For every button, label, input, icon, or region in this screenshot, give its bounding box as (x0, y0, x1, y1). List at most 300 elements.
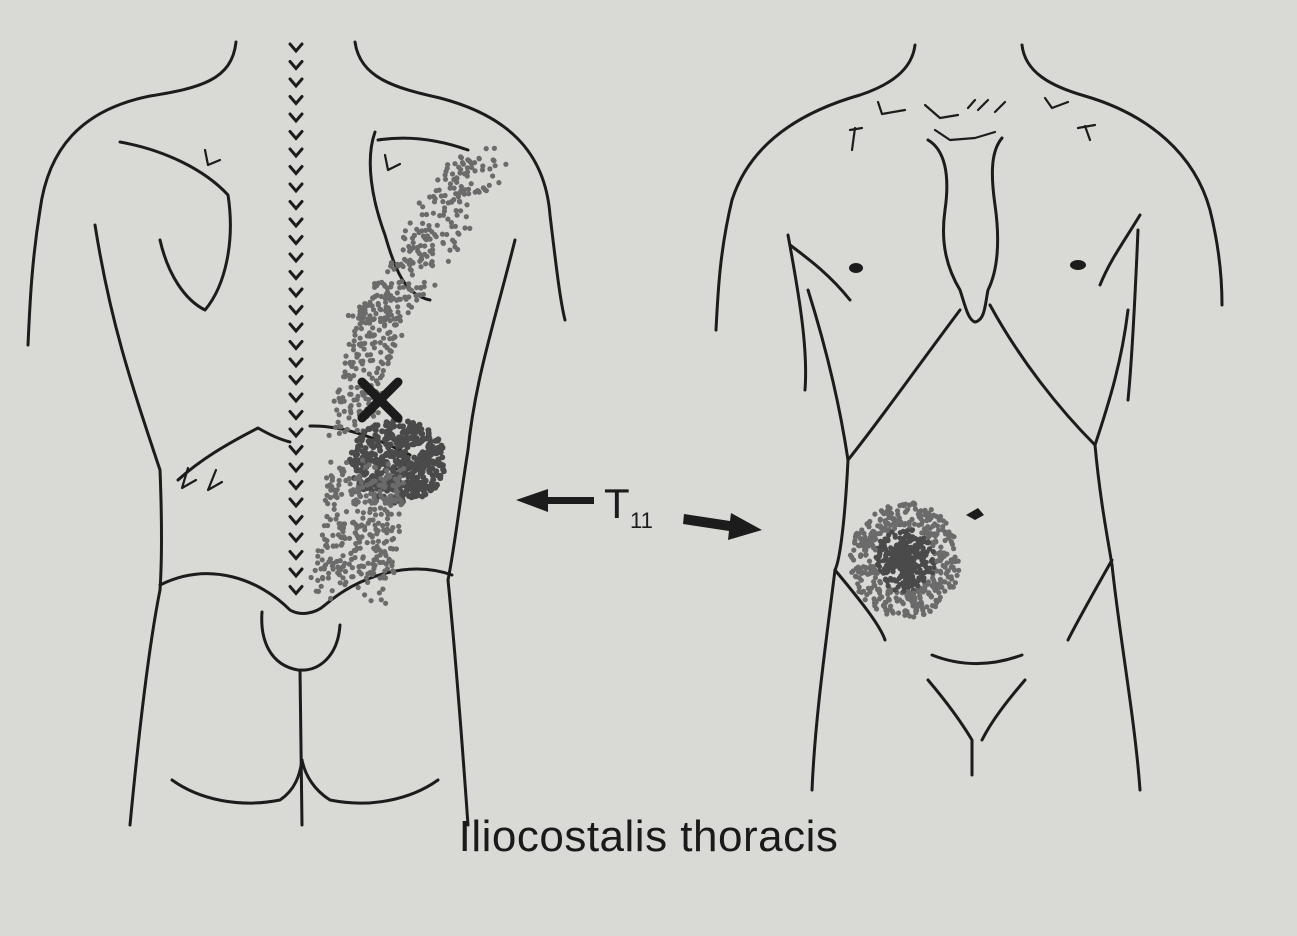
segment-subscript: 11 (630, 508, 653, 533)
stipple-dot (941, 579, 946, 584)
stipple-dot (872, 529, 877, 534)
stipple-dot (496, 180, 501, 185)
stipple-dot (910, 537, 915, 542)
stipple-dot (487, 166, 492, 171)
stipple-dot (886, 583, 891, 588)
stipple-dot (912, 522, 917, 527)
stipple-dot (392, 322, 397, 327)
stipple-dot (346, 415, 351, 420)
stipple-dot (464, 202, 469, 207)
stipple-dot (389, 563, 394, 568)
stipple-dot (414, 297, 419, 302)
stipple-dot (897, 556, 902, 561)
stipple-dot (881, 558, 886, 563)
stipple-dot (390, 568, 395, 573)
stipple-dot (329, 484, 334, 489)
stipple-dot (395, 489, 400, 494)
stipple-dot (916, 545, 921, 550)
stipple-dot (420, 221, 425, 226)
stipple-dot (378, 340, 383, 345)
stipple-dot (893, 587, 898, 592)
stipple-dot (921, 546, 926, 551)
referred-pain-area-back (309, 146, 509, 606)
stipple-dot (431, 211, 436, 216)
stipple-dot (365, 540, 370, 545)
figure-caption: Iliocostalis thoracis (458, 812, 839, 861)
stipple-dot (380, 523, 385, 528)
stipple-dot (951, 565, 956, 570)
left-arrow-icon (516, 489, 594, 512)
stipple-dot (446, 259, 451, 264)
stipple-dot (919, 530, 924, 535)
stipple-dot (883, 520, 888, 525)
stipple-dot (921, 612, 926, 617)
stipple-dot (347, 536, 352, 541)
stipple-dot (453, 224, 458, 229)
stipple-dot (327, 433, 332, 438)
spinous-processes (290, 44, 302, 594)
stipple-dot (384, 315, 389, 320)
stipple-dot (365, 580, 370, 585)
stipple-dot (456, 165, 461, 170)
stipple-dot (354, 526, 359, 531)
stipple-dot (475, 188, 480, 193)
stipple-dot (384, 468, 389, 473)
stipple-dot (383, 501, 388, 506)
stipple-dot (376, 410, 381, 415)
stipple-dot (955, 573, 960, 578)
stipple-dot (393, 458, 399, 464)
spinous-process-mark (290, 412, 302, 419)
spinous-process-mark (290, 552, 302, 559)
stipple-dot (338, 399, 343, 404)
stipple-dot (921, 560, 926, 565)
stipple-dot (938, 569, 943, 574)
stipple-dot (369, 598, 374, 603)
stipple-dot (359, 480, 364, 485)
stipple-dot (902, 535, 907, 540)
segment-label-group (516, 480, 762, 540)
stipple-dot (934, 559, 939, 564)
stipple-dot (324, 475, 329, 480)
stipple-dot (421, 461, 427, 467)
spinous-process-mark (290, 149, 302, 156)
stipple-dot (374, 498, 379, 503)
stipple-dot (415, 492, 421, 498)
stipple-dot (480, 167, 485, 172)
stipple-dot (378, 316, 383, 321)
stipple-dot (347, 342, 352, 347)
spinous-process-mark (290, 499, 302, 506)
stipple-dot (378, 476, 383, 481)
stipple-dot (891, 551, 896, 556)
stipple-dot (379, 294, 384, 299)
stipple-dot (352, 419, 357, 424)
stipple-dot (383, 575, 388, 580)
stipple-dot (855, 581, 860, 586)
stipple-dot (330, 478, 335, 483)
stipple-dot (408, 426, 414, 432)
stipple-dot (343, 361, 348, 366)
stipple-dot (911, 577, 916, 582)
stipple-dot (883, 600, 888, 605)
spinous-process-mark (290, 569, 302, 576)
stipple-dot (901, 601, 906, 606)
stipple-dot (354, 546, 359, 551)
stipple-dot (386, 356, 391, 361)
stipple-dot (331, 544, 336, 549)
stipple-dot (410, 260, 415, 265)
stipple-dot (422, 280, 427, 285)
spinous-process-mark (290, 429, 302, 436)
stipple-dot (357, 473, 362, 478)
stipple-dot (917, 509, 922, 514)
stipple-dot (440, 232, 445, 237)
stipple-dot (917, 514, 922, 519)
stipple-dot (878, 517, 883, 522)
spinous-process-mark (290, 202, 302, 209)
stipple-dot (920, 539, 925, 544)
stipple-dot (328, 460, 333, 465)
stipple-dot (903, 521, 908, 526)
stipple-dot (350, 520, 355, 525)
stipple-dot (406, 244, 411, 249)
stipple-dot (864, 541, 869, 546)
stipple-dot (349, 460, 355, 466)
stipple-dot (430, 263, 435, 268)
stipple-dot (384, 419, 390, 425)
stipple-dot (363, 396, 368, 401)
spinous-process-mark (290, 62, 302, 69)
stipple-dot (878, 531, 883, 536)
stipple-dot (395, 290, 400, 295)
spinous-process-mark (290, 534, 302, 541)
stipple-dot (339, 492, 344, 497)
stipple-dot (336, 420, 341, 425)
stipple-dot (452, 244, 457, 249)
stipple-dot (351, 487, 356, 492)
stipple-dot (366, 561, 371, 566)
stipple-dot (858, 554, 863, 559)
stipple-dot (410, 236, 415, 241)
stipple-dot (382, 322, 387, 327)
stipple-dot (335, 512, 340, 517)
stipple-dot (332, 502, 337, 507)
stipple-dot (390, 525, 395, 530)
stipple-dot (385, 522, 390, 527)
stipple-dot (902, 613, 907, 618)
stipple-dot (439, 454, 445, 460)
stipple-dot (378, 493, 383, 498)
stipple-dot (324, 514, 329, 519)
stipple-dot (360, 390, 365, 395)
stipple-dot (337, 412, 342, 417)
stipple-dot (372, 316, 377, 321)
stipple-dot (401, 285, 406, 290)
stipple-dot (893, 535, 898, 540)
stipple-dot (385, 435, 391, 441)
stipple-dot (406, 310, 411, 315)
stipple-dot (377, 328, 382, 333)
stipple-dot (353, 449, 359, 455)
stipple-dot (370, 325, 375, 330)
stipple-dot (376, 528, 381, 533)
stipple-dot (490, 173, 495, 178)
stipple-dot (930, 584, 935, 589)
stipple-dot (353, 541, 358, 546)
stipple-dot (857, 543, 862, 548)
stipple-dot (341, 523, 346, 528)
stipple-dot (360, 458, 365, 463)
stipple-dot (868, 535, 873, 540)
stipple-dot (892, 526, 897, 531)
stipple-dot (430, 251, 435, 256)
stipple-dot (356, 564, 361, 569)
stipple-dot (320, 557, 325, 562)
stipple-dot (407, 249, 412, 254)
stipple-dot (949, 574, 954, 579)
stipple-dot (359, 310, 364, 315)
stipple-dot (459, 155, 464, 160)
spinous-process-mark (290, 289, 302, 296)
stipple-dot (875, 562, 880, 567)
stipple-dot (340, 553, 345, 558)
stipple-dot (357, 493, 362, 498)
stipple-dot (859, 527, 864, 532)
stipple-dot (492, 146, 497, 151)
stipple-dot (352, 338, 357, 343)
stipple-dot (903, 502, 908, 507)
stipple-dot (947, 585, 952, 590)
stipple-dot (411, 468, 417, 474)
stipple-dot (913, 610, 918, 615)
spinous-process-mark (290, 587, 302, 594)
stipple-dot (875, 571, 880, 576)
stipple-dot (341, 469, 346, 474)
spinous-process-mark (290, 517, 302, 524)
stipple-dot (363, 470, 369, 476)
stipple-dot (372, 507, 377, 512)
stipple-dot (454, 208, 459, 213)
stipple-dot (418, 264, 423, 269)
stipple-dot (349, 364, 354, 369)
spinous-process-mark (290, 324, 302, 331)
stipple-dot (362, 592, 367, 597)
stipple-dot (386, 462, 391, 467)
stipple-dot (390, 467, 396, 473)
stipple-dot (493, 163, 498, 168)
stipple-dot (397, 496, 402, 501)
stipple-dot (936, 590, 941, 595)
stipple-dot (901, 589, 906, 594)
stipple-dot (381, 336, 386, 341)
stipple-dot (911, 555, 916, 560)
stipple-dot (363, 500, 368, 505)
stipple-dot (925, 524, 930, 529)
stipple-dot (885, 536, 890, 541)
stipple-dot (871, 545, 876, 550)
stipple-dot (409, 485, 415, 491)
stipple-dot (435, 436, 441, 442)
stipple-dot (385, 566, 390, 571)
stipple-dot (348, 376, 353, 381)
stipple-dot (909, 517, 914, 522)
stipple-dot (887, 512, 892, 517)
stipple-dot (384, 345, 389, 350)
stipple-dot (410, 494, 416, 500)
stipple-dot (872, 511, 877, 516)
stipple-dot (858, 536, 863, 541)
stipple-dot (879, 508, 884, 513)
spinous-process-mark (290, 272, 302, 279)
stipple-dot (369, 425, 375, 431)
stipple-dot (925, 529, 930, 534)
stipple-dot (338, 558, 343, 563)
referred-pain-area-front (848, 500, 961, 619)
stipple-dot (866, 521, 871, 526)
stipple-dot (385, 361, 390, 366)
stipple-dot (376, 303, 381, 308)
spinous-process-mark (290, 97, 302, 104)
stipple-dot (426, 457, 432, 463)
stipple-dot (938, 514, 943, 519)
stipple-dot (397, 529, 402, 534)
stipple-dot (368, 481, 373, 486)
stipple-dot (386, 306, 391, 311)
stipple-dot (366, 303, 371, 308)
stipple-dot (901, 529, 906, 534)
stipple-dot (446, 200, 451, 205)
stipple-dot (491, 158, 496, 163)
stipple-dot (315, 554, 320, 559)
stipple-dot (342, 409, 347, 414)
stipple-dot (383, 601, 388, 606)
stipple-dot (363, 464, 368, 469)
stipple-dot (337, 478, 342, 483)
stipple-dot (898, 551, 903, 556)
stipple-dot (329, 473, 334, 478)
stipple-dot (362, 524, 367, 529)
stipple-dot (905, 507, 910, 512)
stipple-dot (897, 582, 902, 587)
stipple-dot (404, 297, 409, 302)
stipple-dot (318, 566, 323, 571)
stipple-dot (418, 285, 423, 290)
stipple-dot (384, 539, 389, 544)
spinous-process-mark (290, 482, 302, 489)
stipple-dot (340, 529, 345, 534)
stipple-dot (328, 596, 333, 601)
stipple-dot (411, 240, 416, 245)
stipple-dot (395, 304, 400, 309)
stipple-dot (347, 562, 352, 567)
stipple-dot (447, 248, 452, 253)
stipple-dot (916, 538, 921, 543)
stipple-dot (343, 478, 348, 483)
stipple-dot (361, 510, 366, 515)
stipple-dot (360, 359, 365, 364)
stipple-dot (326, 559, 331, 564)
stipple-dot (397, 511, 402, 516)
stipple-dot (943, 538, 948, 543)
stipple-dot (422, 243, 427, 248)
stipple-dot (452, 240, 457, 245)
stipple-dot (376, 539, 381, 544)
stipple-dot (445, 162, 450, 167)
stipple-dot (361, 564, 366, 569)
stipple-dot (378, 350, 383, 355)
stipple-dot (370, 533, 375, 538)
stipple-dot (442, 209, 447, 214)
stipple-dot (930, 603, 935, 608)
stipple-dot (338, 534, 343, 539)
stipple-dot (897, 597, 902, 602)
stipple-dot (314, 589, 319, 594)
spinous-process-mark (290, 464, 302, 471)
stipple-dot (907, 614, 912, 619)
stipple-dot (415, 245, 420, 250)
stipple-dot (443, 169, 448, 174)
stipple-dot (345, 427, 350, 432)
stipple-dot (319, 584, 324, 589)
front-view (716, 45, 1222, 790)
stipple-dot (848, 553, 853, 558)
stipple-dot (389, 349, 394, 354)
stipple-dot (374, 557, 379, 562)
stipple-dot (457, 190, 462, 195)
stipple-dot (326, 575, 331, 580)
stipple-dot (430, 243, 435, 248)
stipple-dot (472, 160, 477, 165)
stipple-dot (426, 442, 432, 448)
stipple-dot (397, 280, 402, 285)
stipple-dot (466, 187, 471, 192)
spinous-process-mark (290, 342, 302, 349)
stipple-dot (378, 505, 383, 510)
stipple-dot (440, 462, 446, 468)
stipple-dot (324, 538, 329, 543)
stipple-dot (425, 234, 430, 239)
stipple-dot (887, 607, 892, 612)
stipple-dot (356, 402, 361, 407)
stipple-dot (879, 594, 884, 599)
stipple-dot (342, 374, 347, 379)
stipple-dot (401, 247, 406, 252)
stipple-dot (374, 370, 379, 375)
stipple-dot (956, 568, 961, 573)
stipple-dot (440, 199, 445, 204)
stipple-dot (941, 550, 946, 555)
stipple-dot (342, 561, 347, 566)
stipple-dot (393, 477, 398, 482)
stipple-dot (377, 489, 382, 494)
stipple-dot (918, 551, 923, 556)
stipple-dot (406, 303, 411, 308)
stipple-dot (349, 385, 354, 390)
stipple-dot (337, 431, 342, 436)
stipple-dot (388, 293, 393, 298)
stipple-dot (477, 156, 482, 161)
stipple-dot (360, 485, 365, 490)
stipple-dot (851, 548, 856, 553)
stipple-dot (895, 512, 900, 517)
stipple-dot (403, 228, 408, 233)
stipple-dot (482, 187, 487, 192)
stipple-dot (425, 427, 431, 433)
stipple-dot (315, 560, 320, 565)
stipple-dot (434, 482, 440, 488)
stipple-dot (356, 585, 361, 590)
